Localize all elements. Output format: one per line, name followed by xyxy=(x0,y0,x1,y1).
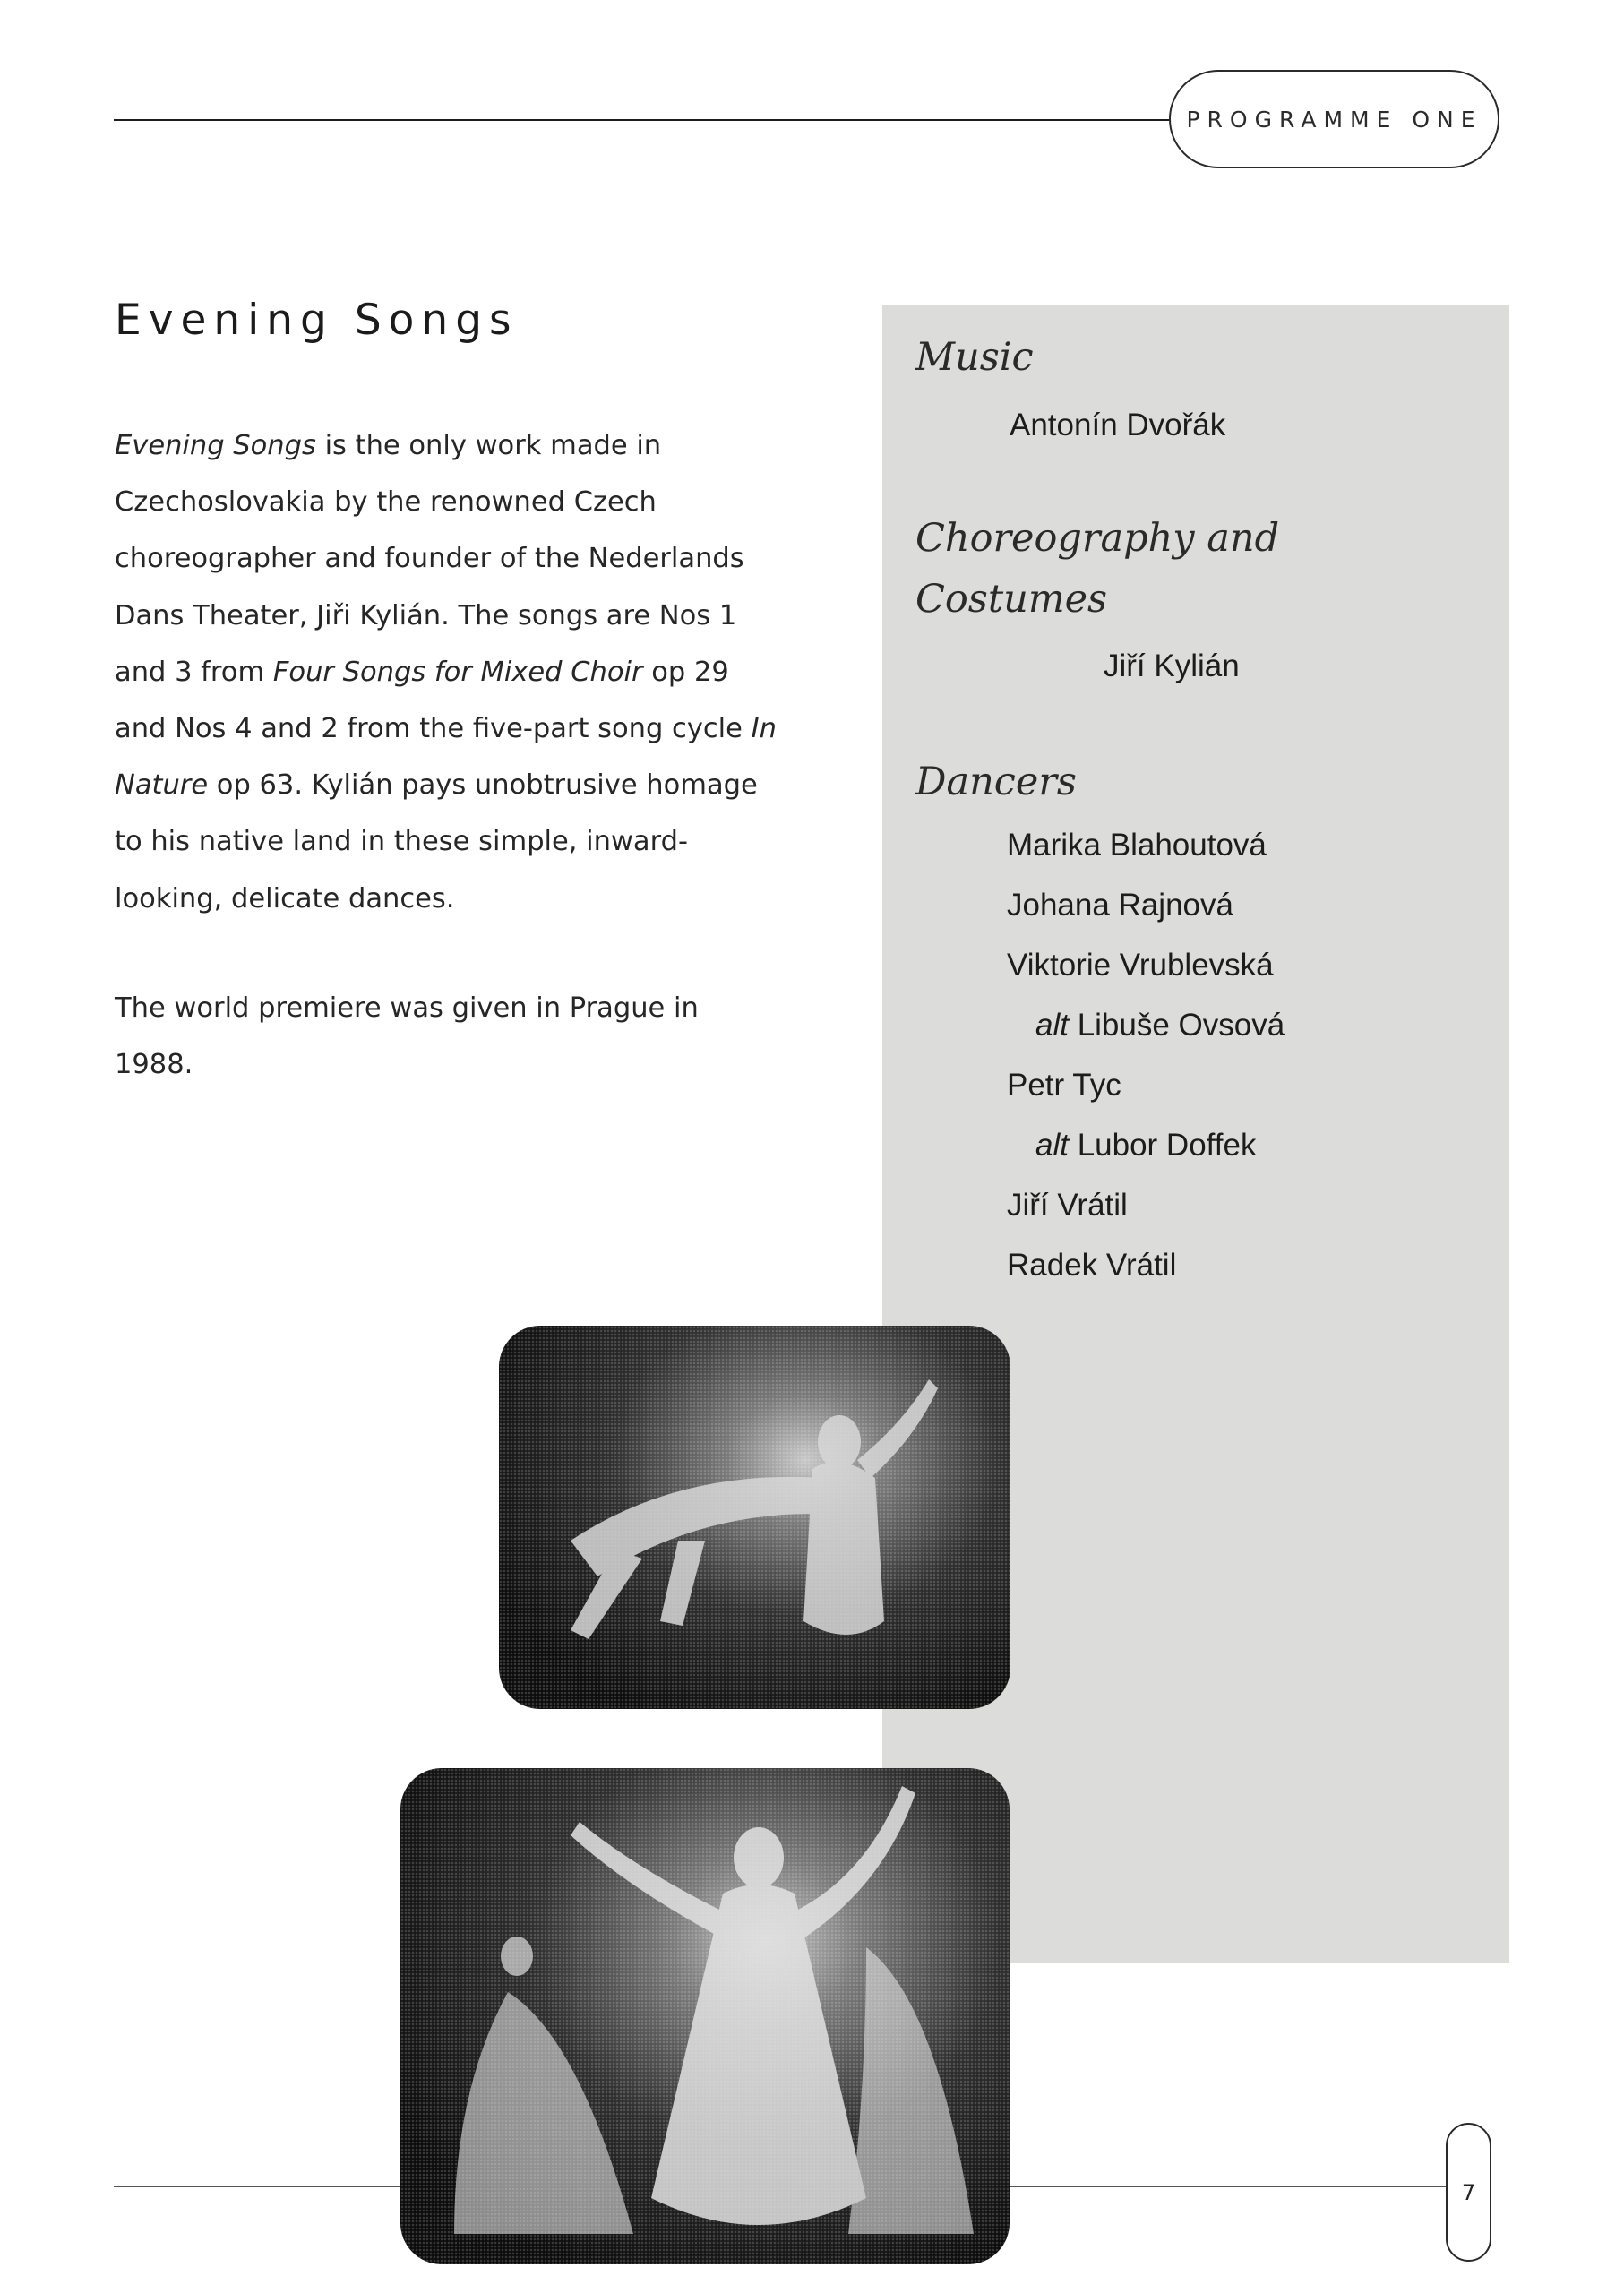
work-title: Evening Songs xyxy=(115,430,316,461)
footer-rule xyxy=(114,2186,400,2187)
music-heading: Music xyxy=(915,335,1034,380)
work-title: In Nature xyxy=(115,713,777,802)
page-number: 7 xyxy=(1446,2123,1491,2262)
dancer-alternate: alt Libuše Ovsová xyxy=(1035,1008,1285,1043)
costumes-heading: Costumes xyxy=(915,577,1108,622)
dancer-name: Radek Vrátil xyxy=(1007,1248,1177,1283)
dancer-name: Petr Tyc xyxy=(1007,1068,1121,1103)
article-paragraph-2: The world premiere was given in Prague in 1988. xyxy=(115,992,699,1081)
choreography-heading: Choreography and xyxy=(915,516,1280,561)
text-run: is the only work made in Czechoslovakia by the renowned Czech choreographer and founder of the Nederlands Dans Theater, Jiři Kylián. The songs are Nos 1 and 3 from xyxy=(115,430,744,688)
dance-photo-1 xyxy=(499,1326,1010,1709)
dancer-name: Johana Rajnová xyxy=(1007,888,1233,923)
header-rule xyxy=(114,119,1175,121)
music-credit-name: Antonín Dvořák xyxy=(1010,408,1226,442)
dance-photo-2 xyxy=(400,1768,1010,2264)
dancer-name: Marika Blahoutová xyxy=(1007,828,1267,863)
dancer-name: Jiří Vrátil xyxy=(1007,1188,1128,1223)
article-title: Evening Songs xyxy=(115,296,519,345)
footer-rule xyxy=(1010,2186,1448,2187)
choreography-credit-name: Jiří Kylián xyxy=(1104,648,1240,683)
dancers-heading: Dancers xyxy=(915,760,1077,804)
dancer-name: Viktorie Vrublevská xyxy=(1007,948,1274,983)
article-body xyxy=(115,417,778,1093)
article-paragraph-1 xyxy=(115,417,778,927)
text-run: op 63. Kylián pays unobtrusive homage to his native land in these simple, inward-looking, delicate dances. xyxy=(115,769,758,915)
dancer-alternate: alt Lubor Doffek xyxy=(1035,1128,1257,1163)
section-label: PROGRAMME ONE xyxy=(1169,70,1499,168)
work-title: Four Songs for Mixed Choir xyxy=(272,656,643,688)
text-run: op 29 and Nos 4 and 2 from the five-part song cycle xyxy=(115,656,752,745)
